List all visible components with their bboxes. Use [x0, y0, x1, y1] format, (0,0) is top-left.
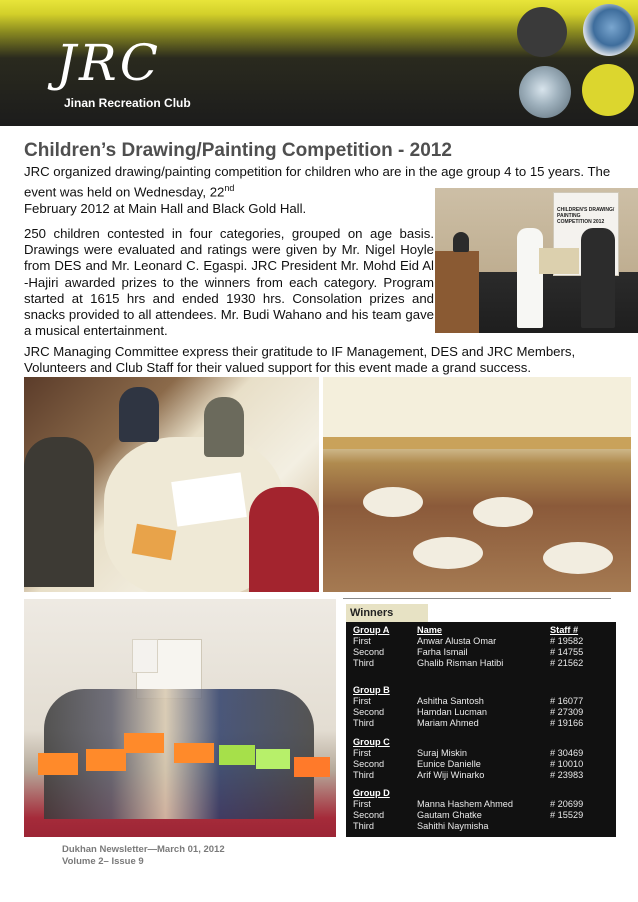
child-figure	[24, 437, 94, 587]
prize-box	[539, 248, 579, 274]
prize-box	[256, 749, 290, 769]
winner-row: Second Eunice Danielle # 10010	[353, 759, 584, 769]
group-header-row	[346, 737, 616, 748]
article-paragraph-1: JRC organized drawing/painting competition for children who are in the age group 4 to 15 years. The event was held on Wednesday, 22nd February 2012 at Main Hall and Black Gold Hall.	[24, 164, 611, 216]
newsletter-issue: Volume 2– Issue 9	[62, 856, 144, 867]
winner-row: First Manna Hashem Ahmed # 20699	[353, 799, 584, 809]
prize-box	[174, 743, 214, 763]
winner-row: Second Farha Ismail # 14755	[353, 647, 584, 657]
person-figure	[581, 228, 615, 328]
child-figure	[204, 397, 244, 457]
building-photo-circle	[583, 4, 635, 56]
decorative-circle	[517, 7, 567, 57]
group-header-row	[346, 788, 616, 799]
hall-wall-trim	[323, 437, 631, 449]
competition-banner: CHILDREN'S DRAWING/ PAINTING COMPETITION 2012	[553, 192, 619, 276]
decorative-circle	[582, 64, 634, 116]
prize-box	[124, 733, 164, 753]
hall-ceiling	[323, 377, 631, 437]
winner-row: Third Arif Wiji Winarko # 23983	[353, 770, 584, 780]
child-figure	[119, 387, 159, 442]
winner-row: Second Gautam Ghatke # 15529	[353, 810, 584, 820]
podium	[435, 251, 479, 333]
section-divider	[343, 598, 611, 599]
newsletter-footer	[62, 844, 225, 868]
name-column-header: Name	[417, 625, 443, 635]
prize-box	[86, 749, 126, 771]
group-label: Group B	[353, 685, 390, 695]
newsletter-date: Dukhan Newsletter—March 01, 2012	[62, 844, 225, 855]
winners-heading: Winners	[346, 604, 428, 622]
group-winners-photo	[24, 599, 336, 837]
interior-photo-circle	[519, 66, 571, 118]
jrc-logo: JRC	[56, 34, 161, 92]
winner-row: First Anwar Alusta Omar # 19582	[353, 636, 584, 646]
prize-box	[294, 757, 330, 777]
table	[543, 542, 613, 574]
article-paragraph-3: JRC Managing Committee express their gratitude to IF Management, DES and JRC Members, Volunteers and Club Staff for their valued support for this event made a grand success.	[24, 344, 576, 376]
poster	[132, 639, 158, 673]
table	[413, 537, 483, 569]
winner-row: Third Ghalib Risman Hatibi # 21562	[353, 658, 584, 668]
article-paragraph-2: 250 children contested in four categories, grouped on age basis. Drawings were evaluated and ratings were given by Mr. Nigel Hoyle from DES and Mr. Leonard C. Egaspi. JRC President Mr. Mohd Eid Al -Hajiri awarded prizes to the winners from each category. Program started at 1615 hrs and ended 1930 hrs. Consolation prizes and snacks provided to all attendees. Mr. Budi Wahano and his team gave a musical entertainment.	[24, 226, 434, 339]
group-header-row	[346, 685, 616, 696]
winner-row: Third Mariam Ahmed # 19166	[353, 718, 584, 728]
table	[363, 487, 423, 517]
winners-table	[346, 622, 616, 837]
prize-ceremony-photo	[435, 188, 638, 333]
winner-row: Third Sahithi Naymisha	[353, 821, 489, 831]
staff-column-header: Staff #	[550, 625, 579, 635]
group-label: Group A	[353, 625, 390, 635]
children-drawing-photo	[24, 377, 319, 592]
hall-overview-photo	[323, 377, 631, 592]
group-header-row	[346, 625, 616, 636]
person-figure	[453, 232, 469, 252]
winner-row: Second Hamdan Lucman # 27309	[353, 707, 584, 717]
group-label: Group D	[353, 788, 390, 798]
prize-box	[219, 745, 255, 765]
article-title: Children’s Drawing/Painting Competition - 2012	[24, 140, 452, 161]
table	[473, 497, 533, 527]
winner-row: First Suraj Miskin # 30469	[353, 748, 584, 758]
winner-row: First Ashitha Santosh # 16077	[353, 696, 584, 706]
drawing-paper	[171, 472, 247, 526]
club-name: Jinan Recreation Club	[64, 96, 191, 110]
person-figure	[517, 228, 543, 328]
child-figure	[249, 487, 319, 592]
group-label: Group C	[353, 737, 390, 747]
prize-box	[38, 753, 78, 775]
masthead	[0, 0, 638, 126]
